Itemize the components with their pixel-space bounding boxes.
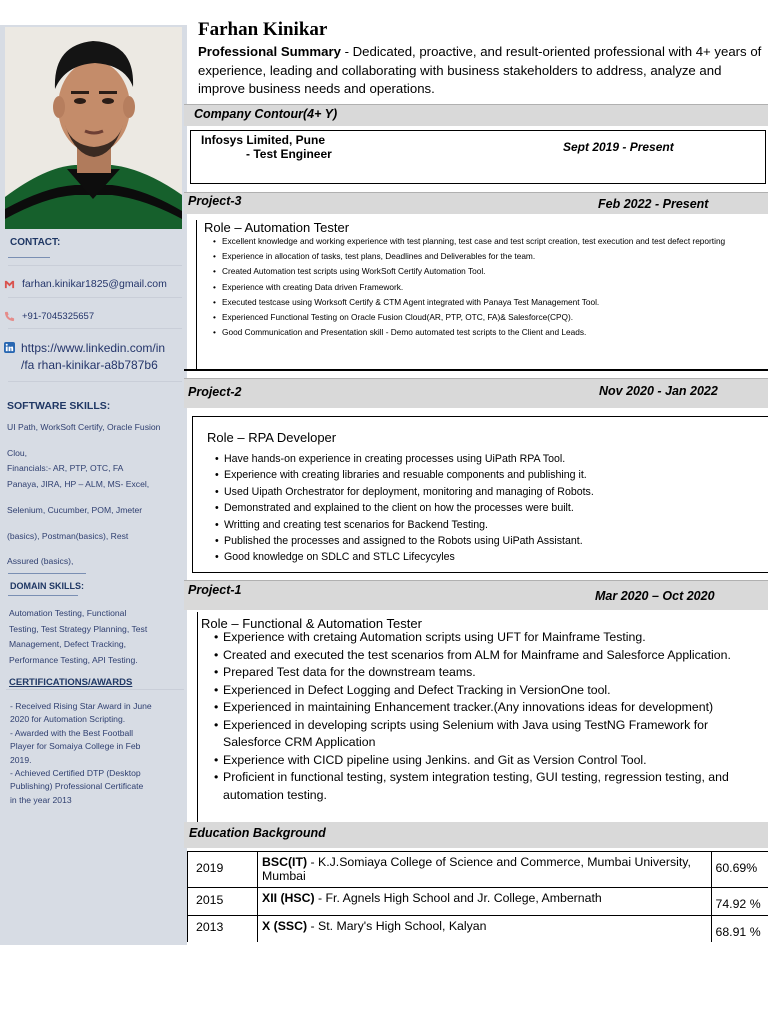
linkedin-line-2[interactable]: /fa rhan-kinikar-a8b787b6 (21, 358, 158, 372)
role-label: Role (204, 220, 231, 235)
divider (8, 265, 182, 266)
edu-detail (258, 852, 712, 888)
contact-heading-rule (8, 257, 50, 258)
software-line: Clou, (7, 447, 28, 458)
list-item: • Proficient in functional testing, system integration testing, GUI testing, regression testing, and automation testing. (214, 769, 754, 804)
list-item: • Experience with CICD pipeline using Jenkins. and Git as Version Control Tool. (214, 752, 754, 770)
cert-line: 2020 for Automation Scripting. (10, 714, 126, 725)
company-box (190, 130, 766, 184)
role-label: Role (207, 430, 234, 445)
company-heading: Company Contour(4+ Y) (194, 107, 338, 121)
edu-degree: X (SSC) (262, 919, 308, 933)
project1-heading: Project-1 (188, 583, 242, 597)
software-skills-heading: SOFTWARE SKILLS: (7, 400, 111, 412)
list-item: • Experienced in Defect Logging and Defect Tracking in VersionOne tool. (214, 682, 754, 700)
cert-line: in the year 2013 (10, 794, 72, 805)
software-skills-list (7, 420, 185, 570)
divider (6, 689, 184, 690)
certifications-list (10, 700, 188, 807)
cert-line: - Achieved Certified DTP (Desktop (10, 768, 141, 779)
project1-bullets (214, 629, 754, 804)
company-title: - Test Engineer (246, 147, 332, 161)
edu-year: 2019 (188, 852, 258, 888)
summary-label: Professional Summary (198, 44, 341, 59)
list-item: • Experience with creating libraries and resuable components and publishing it. (215, 467, 763, 483)
edu-institution: - K.J.Somiaya College of Science and Commerce, Mumbai University, Mumbai (262, 855, 691, 883)
project3-role (204, 220, 349, 235)
sidebar (0, 25, 187, 945)
contact-heading: CONTACT: (10, 237, 61, 248)
phone-icon (4, 311, 15, 322)
domain-line: Management, Defect Tracking, (9, 639, 127, 649)
software-line: Selenium, Cucumber, POM, Jmeter (7, 504, 143, 515)
project3-heading: Project-3 (188, 194, 242, 208)
domain-skills-heading: DOMAIN SKILLS: (10, 581, 84, 591)
list-item: • Used Uipath Orchestrator for deployment, monitoring and managing of Robots. (215, 484, 763, 500)
list-item: • Experience with cretaing Automation scripts using UFT for Mainframe Testing. (214, 629, 754, 647)
list-item: • Excellent knowledge and working experience with test planning, test case and test script creation, test execution and test defect reporting (213, 234, 763, 249)
edu-percent: 60.69% (711, 852, 768, 888)
list-item: • Good knowledge on SDLC and STLC Lifecycyles (215, 549, 763, 565)
project2-bullets (215, 451, 763, 566)
edu-year: 2015 (188, 888, 258, 916)
contact-email[interactable] (0, 274, 187, 294)
summary-text: - Dedicated, proactive, and result-oriented professional with 4+ years of experience, leading and collaborating with business stakeholders to address, analyze and improve business needs and operations. (198, 44, 762, 96)
divider (8, 297, 182, 298)
edu-degree: XII (HSC) (262, 891, 315, 905)
domain-line: Performance Testing, API Testing. (9, 654, 138, 665)
cert-line: Publishing) Professional Certificate (10, 781, 144, 792)
divider (8, 573, 86, 574)
domain-line: Automation Testing, Functional (9, 608, 127, 618)
list-item: • Experience in allocation of tasks, test plans, Deadlines and Deliverables for the team. (213, 249, 763, 264)
project1-date: Mar 2020 – Oct 2020 (595, 589, 715, 603)
role-text: – RPA Developer (233, 430, 337, 445)
education-table (187, 851, 768, 942)
project2-date: Nov 2020 - Jan 2022 (599, 384, 718, 398)
company-name: Infosys Limited, Pune (201, 133, 326, 147)
email-text[interactable]: farhan.kinikar1825@gmail.com (22, 278, 167, 290)
company-heading-band (184, 104, 768, 126)
table-row (188, 888, 768, 916)
project3-bottom-rule (184, 369, 768, 371)
software-line: Financials:- AR, PTP, OTC, FA (7, 463, 124, 474)
email-icon (4, 279, 15, 290)
list-item: • Created Automation test scripts using WorkSoft Certify Automation Tool. (213, 264, 763, 279)
role-text: – Automation Tester (230, 220, 350, 235)
table-row (188, 852, 768, 888)
divider (8, 328, 182, 329)
list-item: • Demonstrated and explained to the client on how the processes were built. (215, 500, 763, 516)
edu-detail (258, 916, 712, 943)
role-text: – Functional & Automation Tester (227, 616, 422, 631)
software-line: Assured (basics), (7, 556, 74, 567)
list-item: • Prepared Test data for the downstream teams. (214, 664, 754, 682)
domain-skills-list (9, 606, 187, 668)
software-line: (basics), Postman(basics), Rest (7, 530, 129, 541)
linkedin-line-1[interactable]: https://www.linkedin.com/in (21, 341, 166, 355)
table-row (188, 916, 768, 943)
list-item: • Created and executed the test scenarios from ALM for Mainframe and Salesforce Application. (214, 647, 754, 665)
domain-line: Testing, Test Strategy Planning, Test (9, 623, 148, 634)
list-item: • Published the processes and assigned to the Robots using UiPath Assistant. (215, 533, 763, 549)
project2-heading-band (184, 378, 768, 408)
certifications-heading: CERTIFICATIONS/AWARDS (9, 677, 133, 688)
list-item: • Experienced in developing scripts using Selenium with Java using TestNG Framework for Salesforce CRM Application (214, 717, 754, 752)
list-item: • Experienced in maintaining Enhancement tracker.(Any innovations ideas for development) (214, 699, 754, 717)
list-item: • Writting and creating test scenarios for Backend Testing. (215, 517, 763, 533)
project2-heading: Project-2 (188, 385, 242, 399)
linkedin-icon (4, 342, 15, 353)
software-line: UI Path, WorkSoft Certify, Oracle Fusion (7, 422, 161, 432)
edu-year: 2013 (188, 916, 258, 943)
edu-detail (258, 888, 712, 916)
list-item: • Experienced Functional Testing on Oracle Fusion Cloud(AR, PTP, OTC, FA)& Salesforce(CPQ). (213, 310, 763, 325)
phone-text[interactable]: +91-7045325657 (22, 310, 95, 322)
edu-institution: - St. Mary's High School, Kalyan (307, 919, 487, 933)
company-date: Sept 2019 - Present (563, 140, 674, 154)
project1-heading-band (184, 580, 768, 610)
professional-summary (198, 43, 766, 99)
cert-line: Player for Somaiya College in Feb (10, 741, 141, 752)
project2-role (207, 430, 336, 445)
edu-institution: - Fr. Agnels High School and Jr. College, Ambernath (314, 891, 602, 905)
edu-degree: BSC(IT) (262, 855, 308, 869)
cert-line: - Awarded with the Best Football (10, 727, 134, 738)
education-heading: Education Background (189, 826, 326, 840)
list-item: • Experience with creating Data driven Framework. (213, 280, 763, 295)
domain-heading-rule (8, 595, 78, 596)
project3-heading-band (184, 192, 768, 214)
project3-bullets (213, 234, 763, 340)
profile-photo (5, 27, 182, 229)
edu-percent: 68.91 % (711, 916, 768, 943)
cert-line: - Received Rising Star Award in June (10, 701, 152, 711)
education-heading-band (184, 822, 768, 848)
contact-phone[interactable] (0, 306, 187, 326)
divider (8, 381, 182, 382)
edu-percent: 74.92 % (711, 888, 768, 916)
role-label: Role (201, 616, 228, 631)
candidate-name: Farhan Kinikar (198, 19, 328, 40)
list-item: • Good Communication and Presentation skill - Demo automated test scripts to the Client and Leads. (213, 325, 763, 340)
list-item: • Have hands-on experience in creating processes using UiPath RPA Tool. (215, 451, 763, 467)
list-item: • Executed testcase using Worksoft Certify & CTM Agent integrated with Panaya Test Management Tool. (213, 295, 763, 310)
software-line: Panaya, JIRA, HP – ALM, MS- Excel, (7, 479, 150, 490)
project3-date: Feb 2022 - Present (598, 197, 709, 211)
cert-line: 2019. (10, 754, 32, 765)
